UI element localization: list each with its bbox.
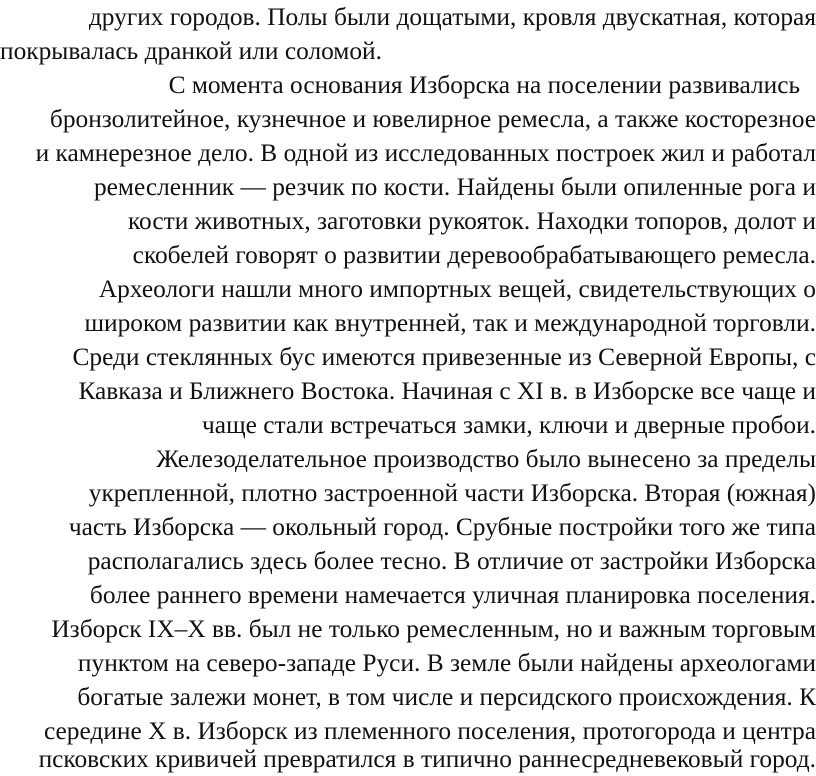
text-line: часть Изборска — окольный город. Срубные постройки того же типа — [68, 512, 816, 541]
text-line: пунктом на северо-западе Руси. В земле были найдены археологами — [77, 648, 816, 677]
text-line: С момента основания Изборска на поселении развивались — [168, 70, 801, 99]
text-line: и камнерезное дело. В одной из исследованных построек жил и работал — [35, 138, 816, 167]
text-line: покрывалась дранкой или соломой. — [0, 36, 382, 65]
text-line: бронзолитейное, кузнечное и ювелирное ремесла, а также косторезное — [49, 104, 816, 133]
text-line: ремесленник — резчик по кости. Найдены были опиленные рога и — [93, 172, 816, 201]
text-line: широком развитии как внутренней, так и международной торговли. — [84, 308, 816, 337]
text-line: середине X в. Изборск из племенного поселения, протогорода и центра — [43, 716, 816, 745]
text-line: Железоделательное производство было вынесено за пределы — [156, 444, 816, 473]
text-line: укрепленной, плотно застроенной части Изборска. Вторая (южная) — [88, 478, 816, 507]
text-line: Кавказа и Ближнего Востока. Начиная с XI в. в Изборске все чаще и — [78, 376, 816, 405]
text-line: богатые залежи монет, в том числе и персидского происхождения. К — [77, 682, 816, 711]
text-line: других городов. Полы были дощатыми, кровля двускатная, которая — [88, 2, 816, 31]
text-line: чаще стали встречаться замки, ключи и дверные пробои. — [202, 410, 816, 439]
text-line: Изборск IX–X вв. был не только ремесленным, но и важным торговым — [51, 614, 816, 643]
text-line: располагались здесь более тесно. В отличие от застройки Изборска — [87, 546, 816, 575]
text-line: скобелей говорят о развитии деревообрабатывающего ремесла. — [132, 240, 816, 269]
text-line: Археологи нашли много импортных вещей, свидетельствующих о — [98, 274, 816, 303]
text-line: более раннего времени намечается уличная планировка поселения. — [89, 580, 816, 609]
text-line: Среди стеклянных бус имеются привезенные из Северной Европы, с — [72, 342, 816, 371]
text-line: кости животных, заготовки рукояток. Находки топоров, долот и — [128, 206, 816, 235]
text-line: псковских кривичей превратился в типично раннесредневековый город. — [38, 744, 816, 773]
